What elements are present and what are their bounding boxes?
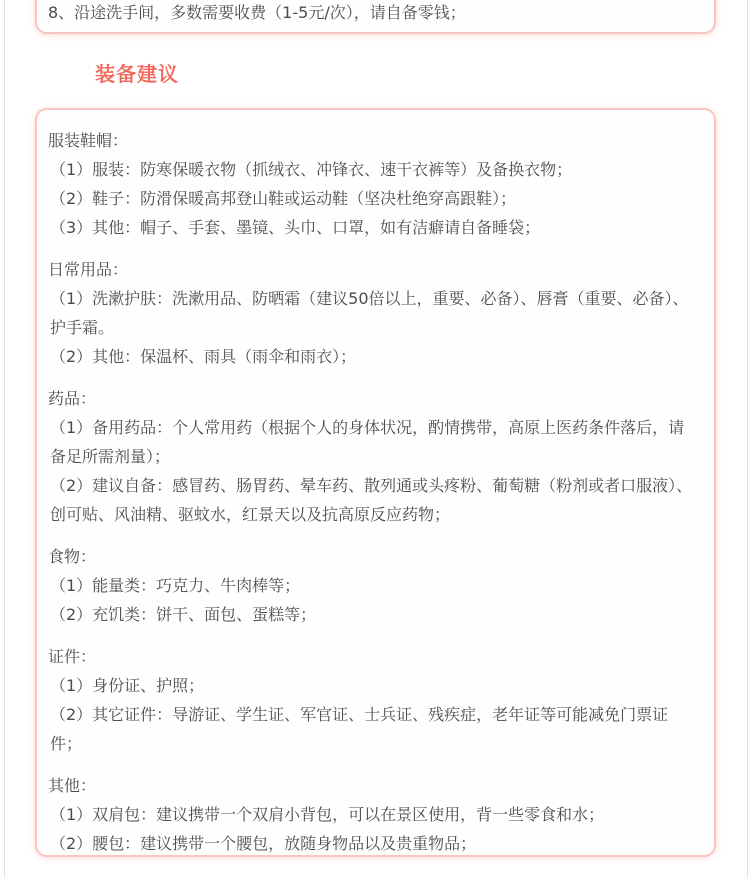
section-item: （1）双肩包：建议携带一个双肩小背包，可以在景区使用，背一些零食和水； xyxy=(50,805,605,824)
section-title: 证件： xyxy=(48,647,97,666)
section-item: （1）身份证、护照； xyxy=(50,676,205,695)
section-item: （1）服装：防寒保暖衣物（抓绒衣、冲锋衣、速干衣裤等）及备换衣物； xyxy=(50,160,573,179)
section-documents xyxy=(48,642,700,758)
section-clothing-shoes xyxy=(48,126,700,242)
section-item: （1）洗漱护肤：洗漱用品、防晒霜（建议50倍以上，重要、必备）、唇膏（重要、必备）、护手霜。 xyxy=(50,289,689,337)
page-container xyxy=(4,0,748,878)
section-item: （2）其他：保温杯、雨具（雨伞和雨衣）； xyxy=(50,347,357,366)
section-item: （2）充饥类：饼干、面包、蛋糕等； xyxy=(50,605,317,624)
section-item: （1）能量类：巧克力、牛肉棒等； xyxy=(50,576,301,595)
note-line: 8、沿途洗手间，多数需要收费（1-5元/次），请自备零钱； xyxy=(48,3,466,22)
section-others xyxy=(48,771,700,857)
section-title: 服装鞋帽： xyxy=(48,131,129,150)
section-daily-necessities xyxy=(48,255,700,371)
section-title: 其他： xyxy=(48,776,97,795)
section-item: （2）建议自备：感冒药、肠胃药、晕车药、散列通或头疼粉、葡萄糖（粉剂或者口服液）、创可贴、风油精、驱蚊水，红景天以及抗高原反应药物； xyxy=(50,476,693,524)
section-title: 食物： xyxy=(48,547,97,566)
notes-card xyxy=(35,0,716,34)
section-medicine xyxy=(48,384,700,529)
section-food xyxy=(48,542,700,629)
equipment-card xyxy=(35,108,716,857)
section-title: 日常用品： xyxy=(48,260,129,279)
section-item: （2）腰包：建议携带一个腰包，放随身物品以及贵重物品； xyxy=(50,834,477,853)
section-item: （2）鞋子：防滑保暖高邦登山鞋或运动鞋（坚决杜绝穿高跟鞋）； xyxy=(50,189,517,208)
section-title: 药品： xyxy=(48,389,97,408)
section-item: （2）其它证件：导游证、学生证、军官证、士兵证、残疾症，老年证等可能减免门票证件； xyxy=(50,705,669,753)
page-title: 装备建议 xyxy=(95,62,179,86)
section-item: （1）备用药品：个人常用药（根据个人的身体状况，酌情携带，高原上医药条件落后，请备足所需剂量）； xyxy=(50,418,685,466)
section-item: （3）其他：帽子、手套、墨镜、头巾、口罩，如有洁癖请自备睡袋； xyxy=(50,218,541,237)
